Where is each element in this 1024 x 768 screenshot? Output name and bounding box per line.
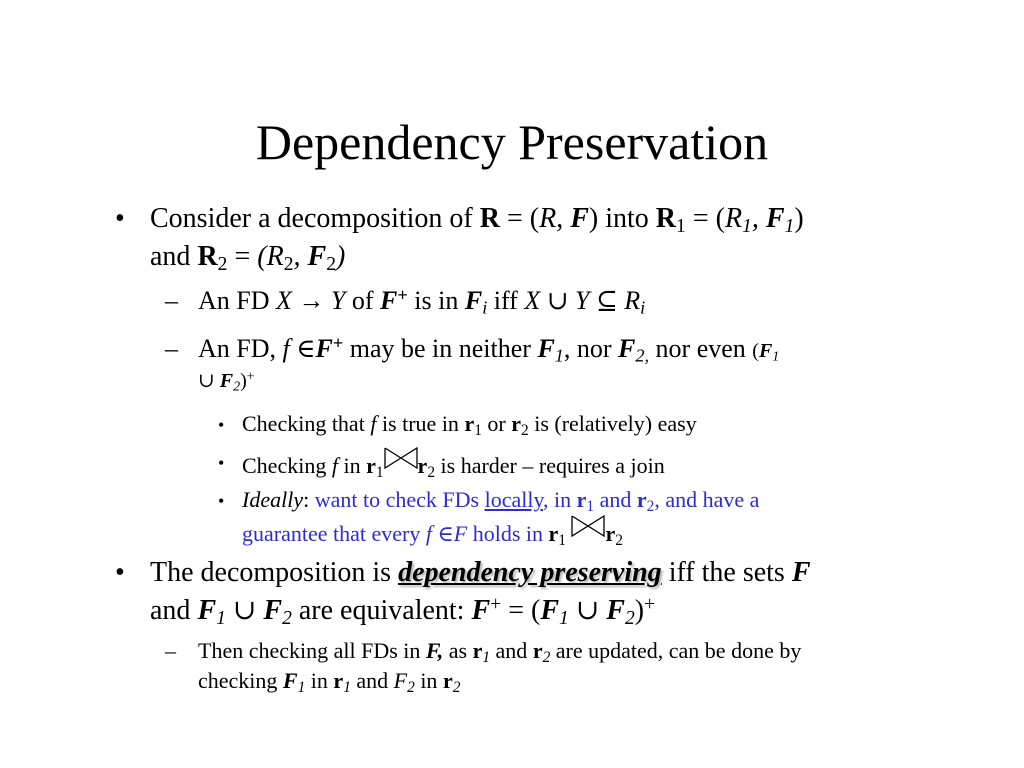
bullet-fd-neither: An FD, f ∈F+ may be in neither $F_1$, nor $F_{2,}$ nor even ($F_1$ ∪ $F_2)^+$: [198, 332, 780, 395]
dash-marker: –: [165, 334, 178, 363]
bullet-marker: •: [218, 491, 225, 511]
dash-marker: –: [165, 638, 176, 663]
dash-marker: –: [165, 286, 178, 315]
bullet-check-join: Checking f in $r_1$ $r_2$ is harder – requires a join: [242, 447, 665, 481]
slide-title: Dependency Preservation: [255, 114, 769, 170]
bullet-ideally: Ideally: want to check FDs locally, in $r_1$ and $r_2$, and have a guarantee that every f ∈F holds in $r_1$ $r_2$: [242, 487, 760, 549]
bullet-dependency-preserving: The decomposition is dependency preserving iff the sets F and $F_1$ ∪ $F_2$ are equivalent: $F^+ = (F_1$ ∪ $F_2)^+$: [150, 557, 811, 629]
bullet-marker: •: [218, 415, 225, 435]
bullet-decomposition: Consider a decomposition of R = (R, F) into $R_1 = (R_1$, $F_1$) and $R_2 = (R_2$, $F_2$): [150, 203, 804, 275]
bullet-marker: •: [115, 203, 125, 234]
bullet-marker: •: [218, 453, 225, 473]
bullet-fd-in-fi: An FD X → Y of F+ is in $F_i$ iff X ∪ Y ⊆ $R_i$: [198, 284, 646, 318]
bullet-then-checking: Then checking all FDs in F, as $r_1$ and $r_2$ are updated, can be done by checking $F_1$ in $r_1$ and $F_2$ in $r_2$: [198, 638, 802, 696]
bullet-marker: •: [115, 557, 125, 588]
natural-join-icon: [571, 515, 605, 537]
bullet-check-easy: Checking that f is true in $r_1$ or $r_2$ is (relatively) easy: [242, 411, 697, 439]
natural-join-icon: [384, 447, 418, 469]
